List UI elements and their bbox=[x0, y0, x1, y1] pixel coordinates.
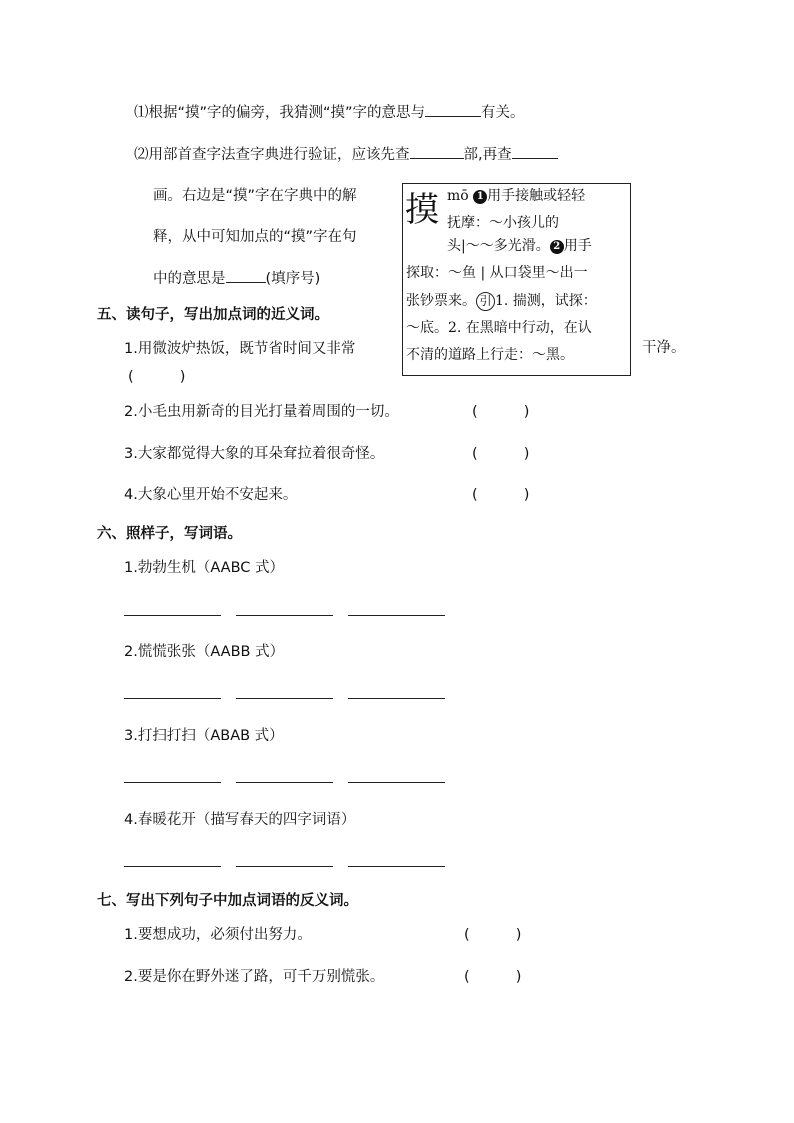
s6-1-blank-b[interactable] bbox=[236, 615, 333, 616]
s6-3-blank-c[interactable] bbox=[348, 782, 445, 783]
s5-item-1-tail: 干净。 bbox=[642, 340, 686, 356]
q4-1-tail: 有关。 bbox=[481, 105, 525, 121]
dictionary-line-1 bbox=[447, 187, 585, 205]
dictionary-line-3-text: 头|～～多光滑。 bbox=[447, 238, 550, 254]
s5-answer-2[interactable]: ( ) bbox=[472, 404, 530, 420]
s7-answer-2[interactable]: ( ) bbox=[464, 969, 522, 985]
extended-meaning-marker: 引 bbox=[476, 292, 495, 311]
dictionary-entry-box bbox=[402, 183, 631, 376]
dictionary-headword: 摸 bbox=[405, 190, 439, 230]
q4-1-blank[interactable] bbox=[425, 102, 481, 117]
q4-2-line3: 释，从中可知加点的“摸”字在句 bbox=[153, 229, 357, 245]
q4-2-line bbox=[134, 144, 558, 165]
dictionary-line-3-tail: 用手 bbox=[563, 238, 592, 254]
dictionary-line-1-text: 用手接触或轻轻 bbox=[487, 188, 586, 204]
q4-1-text: ⑴根据“摸”字的偏旁，我猜测“摸”字的意思与 bbox=[134, 105, 426, 121]
s6-item-3: 3.打扫打扫（ABAB 式） bbox=[124, 728, 284, 744]
s6-2-blank-b[interactable] bbox=[236, 698, 333, 699]
dictionary-pinyin: mō bbox=[447, 188, 469, 204]
s6-4-blank-c[interactable] bbox=[348, 866, 445, 867]
dictionary-line-5 bbox=[406, 292, 597, 311]
s6-3-blank-a[interactable] bbox=[124, 782, 221, 783]
s5-item-1: 1.用微波炉热饭，既节省时间又非常 bbox=[124, 341, 356, 357]
dictionary-line-2: 抚摩：～小孩儿的 bbox=[447, 215, 559, 231]
q4-2-line4-text: 中的意思是 bbox=[153, 271, 226, 287]
q4-2-blank-strokes[interactable] bbox=[512, 144, 558, 159]
s6-item-1: 1.勃勃生机（AABC 式） bbox=[124, 560, 285, 576]
q4-2-mid: 部,再查 bbox=[463, 147, 512, 163]
sense-1-marker: 1 bbox=[473, 190, 487, 204]
dictionary-line-7: 不清的道路上行走：～黑。 bbox=[406, 347, 574, 363]
s6-item-4: 4.春暖花开（描写春天的四字词语） bbox=[124, 812, 356, 828]
section-7-heading: 七、写出下列句子中加点词语的反义词。 bbox=[97, 893, 358, 909]
s6-4-blank-a[interactable] bbox=[124, 866, 221, 867]
section-6-heading: 六、照样子，写词语。 bbox=[97, 526, 242, 542]
dictionary-line-6: ～底。2. 在黑暗中行动，在认 bbox=[406, 320, 592, 336]
s6-3-blank-b[interactable] bbox=[236, 782, 333, 783]
q4-2-line4-tail: (填序号) bbox=[265, 271, 321, 287]
s6-2-blank-a[interactable] bbox=[124, 698, 221, 699]
q4-2-blank-radical[interactable] bbox=[410, 144, 464, 159]
s7-item-2: 2.要是你在野外迷了路，可千万别慌张。 bbox=[124, 969, 385, 985]
q4-1-line bbox=[134, 102, 525, 123]
s7-item-1: 1.要想成功，必须付出努力。 bbox=[124, 927, 312, 943]
dictionary-line-5-text: 张钞票来。 bbox=[406, 293, 476, 309]
s5-answer-3[interactable]: ( ) bbox=[472, 446, 530, 462]
s5-item-3: 3.大家都觉得大象的耳朵耷拉着很奇怪。 bbox=[124, 446, 385, 462]
q4-2-text: ⑵用部首查字法查字典进行验证，应该先查 bbox=[134, 147, 410, 163]
s7-answer-1[interactable]: ( ) bbox=[464, 927, 522, 943]
s5-answer-1[interactable]: ( ) bbox=[128, 369, 186, 385]
dictionary-line-4: 探取：～鱼 | 从口袋里～出一 bbox=[406, 265, 588, 281]
s6-item-2: 2.慌慌张张（AABB 式） bbox=[124, 644, 285, 660]
section-5-heading: 五、读句子，写出加点词的近义词。 bbox=[97, 307, 329, 323]
s6-1-blank-a[interactable] bbox=[124, 615, 221, 616]
q4-2-blank-meaning[interactable] bbox=[226, 268, 266, 283]
dictionary-line-5-tail: 1. 揣测，试探： bbox=[495, 293, 597, 309]
s5-item-2: 2.小毛虫用新奇的目光打量着周围的一切。 bbox=[124, 404, 399, 420]
sense-2-marker: 2 bbox=[550, 240, 564, 254]
s6-2-blank-c[interactable] bbox=[348, 698, 445, 699]
s5-item-4: 4.大象心里开始不安起来。 bbox=[124, 487, 298, 503]
s6-1-blank-c[interactable] bbox=[348, 615, 445, 616]
s5-answer-4[interactable]: ( ) bbox=[472, 487, 530, 503]
dictionary-line-3 bbox=[447, 237, 592, 255]
s6-4-blank-b[interactable] bbox=[236, 866, 333, 867]
q4-2-line4 bbox=[153, 268, 320, 289]
q4-2-line2: 画。右边是“摸”字在字典中的解 bbox=[153, 188, 357, 204]
